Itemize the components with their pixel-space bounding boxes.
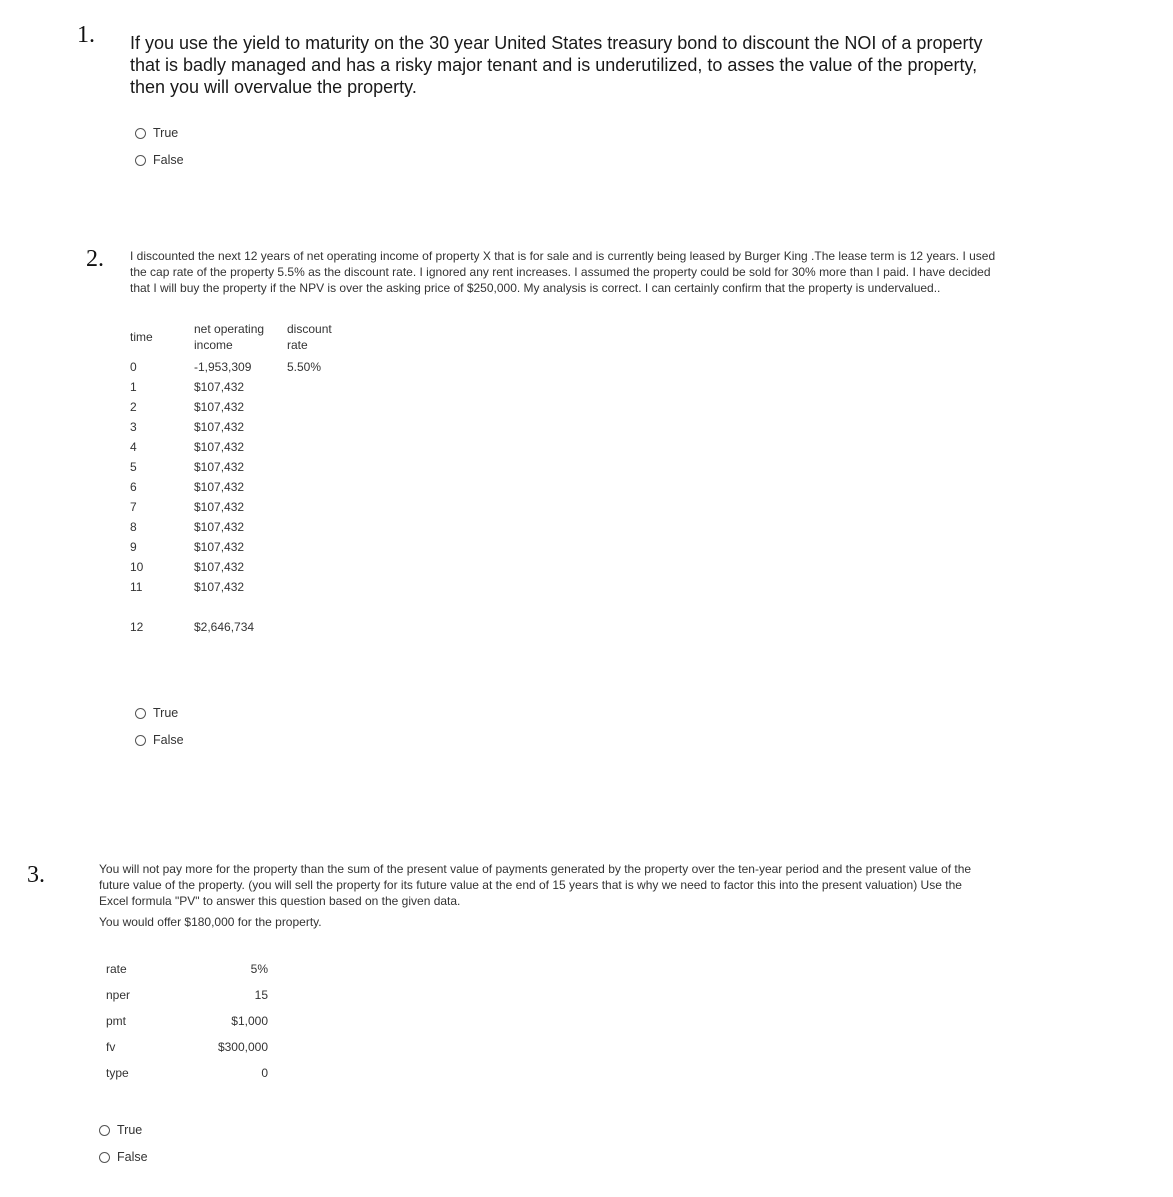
question-3-number: 3. — [27, 862, 45, 888]
param-label: type — [106, 1066, 129, 1080]
table-row-time: 1 — [130, 380, 137, 394]
table-row-noi: $107,432 — [194, 380, 245, 394]
table-row-time: 3 — [130, 420, 137, 434]
q2-option-false[interactable] — [135, 733, 184, 747]
radio-button-icon[interactable] — [99, 1152, 110, 1163]
table-row-noi: $107,432 — [194, 520, 245, 534]
header-noi-line2: income — [194, 338, 233, 352]
table-row-noi: -1,953,309 — [194, 360, 252, 374]
table-row-noi: $107,432 — [194, 580, 245, 594]
table-row-noi: $107,432 — [194, 420, 245, 434]
radio-button-icon[interactable] — [135, 128, 146, 139]
option-label: False — [117, 1150, 148, 1164]
table-row-time: 5 — [130, 460, 137, 474]
table-row-noi: $107,432 — [194, 480, 245, 494]
param-value: 0 — [261, 1066, 268, 1080]
question-3-text: You will not pay more for the property than the sum of the present value of payments generated by the property over the ten-year period and the present value of the future value of the property. (you will sell the property for its future value at the end of 15 years that is why we need to factor this into the present valuation) Use the Excel formula "PV" to answer this question based on the given data. — [99, 862, 972, 908]
table-row-noi: $107,432 — [194, 540, 245, 554]
radio-button-icon[interactable] — [99, 1125, 110, 1136]
header-noi-line1: net operating — [194, 322, 265, 336]
question-1-text: If you use the yield to maturity on the 30 year United States treasury bond to discount the NOI of a property that is badly managed and has a risky major tenant and is underutilized, to asses the value of the property, then you will overvalue the property. — [130, 33, 983, 97]
question-1-number: 1. — [77, 22, 95, 48]
q1-option-true[interactable] — [135, 126, 178, 140]
option-label: True — [117, 1123, 143, 1137]
header-rate-line2: rate — [287, 338, 308, 352]
question-2-text: I discounted the next 12 years of net operating income of property X that is for sale and is currently being leased by Burger King .The lease term is 12 years. I used the cap rate of the property 5.5% as the discount rate. I ignored any rent increases. I assumed the property could be sold for 30% more than I paid. I have decided that I will buy the property if the NPV is over the asking price of $250,000. My analysis is correct. I can certainly confirm that the property is undervalued.. — [130, 249, 996, 295]
table-row-time: 4 — [130, 440, 137, 454]
table-row-time: 0 — [130, 360, 137, 374]
param-value: $300,000 — [217, 1040, 268, 1054]
option-label: False — [153, 153, 184, 167]
question-2-number: 2. — [86, 246, 104, 272]
table-row-noi: $107,432 — [194, 500, 245, 514]
table-row-time: 7 — [130, 500, 137, 514]
table-row-time: 6 — [130, 480, 137, 494]
table-row-noi: $107,432 — [194, 400, 245, 414]
table-row-noi: $107,432 — [194, 460, 245, 474]
param-label: rate — [106, 962, 127, 976]
q2-option-true[interactable] — [135, 706, 178, 720]
param-label: nper — [106, 988, 131, 1002]
table-row-time: 11 — [130, 580, 143, 594]
param-label: pmt — [106, 1014, 127, 1028]
table-row-noi: $2,646,734 — [194, 620, 255, 634]
table-row-noi: $107,432 — [194, 560, 245, 574]
radio-button-icon[interactable] — [135, 708, 146, 719]
q3-option-true[interactable] — [99, 1123, 142, 1137]
option-label: True — [153, 126, 179, 140]
table-row-time: 9 — [130, 540, 137, 554]
question-3-statement: You would offer $180,000 for the property. — [99, 915, 322, 929]
table-row-time: 10 — [130, 560, 144, 574]
header-rate-line1: discount — [287, 322, 332, 336]
param-value: 5% — [250, 962, 268, 976]
radio-button-icon[interactable] — [135, 735, 146, 746]
option-label: True — [153, 706, 179, 720]
discount-rate-value: 5.50% — [287, 360, 322, 374]
param-value: 15 — [254, 988, 268, 1002]
header-time: time — [130, 330, 153, 344]
q3-option-false[interactable] — [99, 1150, 148, 1164]
q1-option-false[interactable] — [135, 153, 184, 167]
table-row-time: 2 — [130, 400, 137, 414]
option-label: False — [153, 733, 184, 747]
table-row-time: 12 — [130, 620, 144, 634]
table-row-time: 8 — [130, 520, 137, 534]
table-row-noi: $107,432 — [194, 440, 245, 454]
param-label: fv — [106, 1040, 116, 1054]
param-value: $1,000 — [231, 1014, 268, 1028]
radio-button-icon[interactable] — [135, 155, 146, 166]
